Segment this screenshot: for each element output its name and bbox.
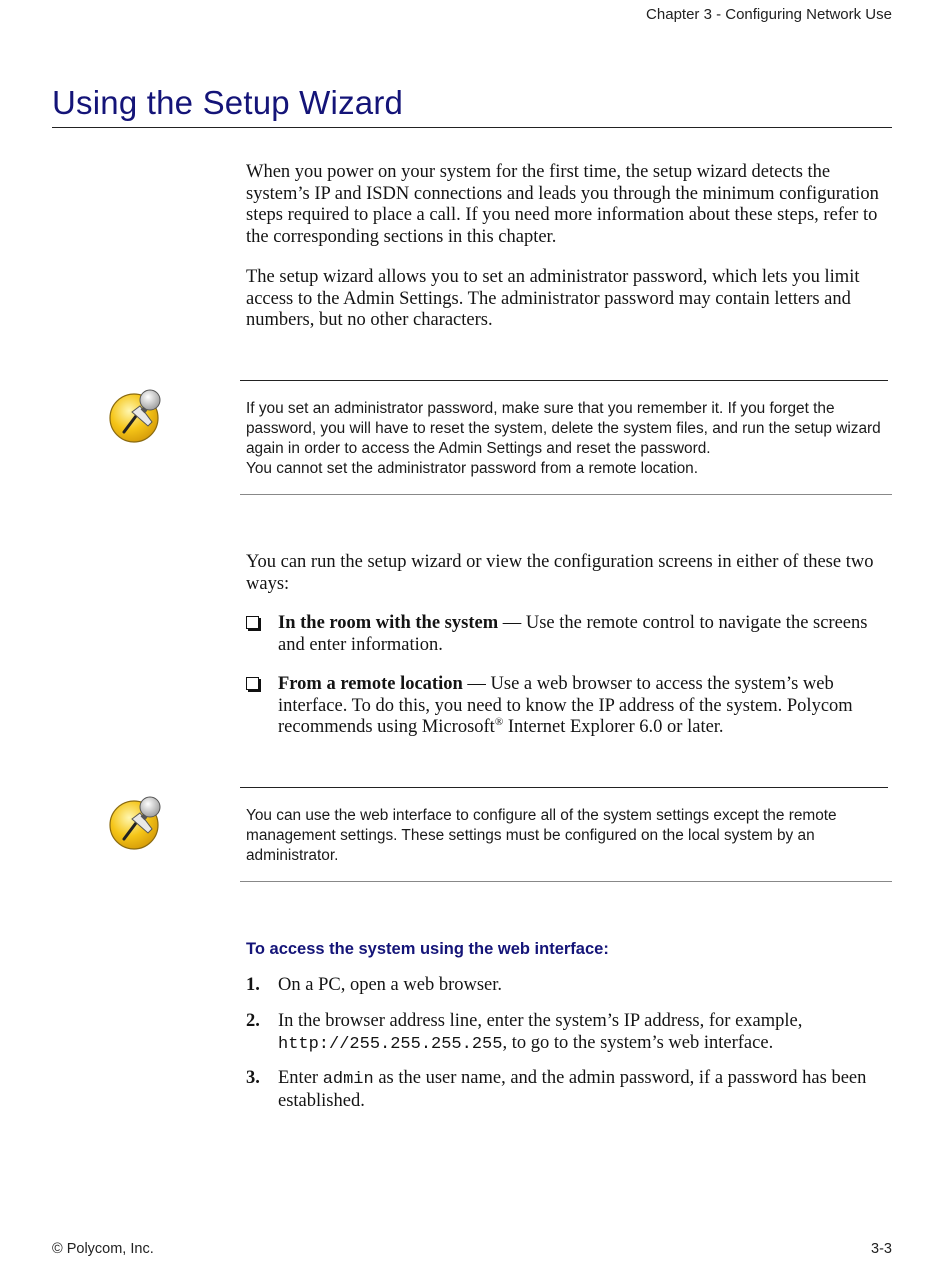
procedure-step [246,975,886,997]
procedure-heading: To access the system using the web interface: [246,940,609,958]
list-item-text-end: Internet Explorer 6.0 or later. [503,717,724,737]
step-number: 1. [246,975,260,995]
example-url-code: http://255.255.255.255 [278,1034,503,1054]
step-text: Enter [278,1068,323,1088]
list-item-bold: From a remote location [278,674,463,694]
list-item [246,613,896,656]
list-item-text: — Use a web browser to access the system’s web interface. To do this, you need to know the IP address of the system. Polycom recommends using Microsoft [278,674,853,737]
step-text-end: as the user name, and the admin password, if a password has been established. [278,1068,867,1111]
step-number: 3. [246,1068,260,1088]
list-item [246,674,896,739]
procedure-step [246,1011,886,1055]
note-top-rule [240,380,888,381]
intro-paragraph-2: The setup wizard allows you to set an administrator password, which lets you limit access to the Admin Settings. The administrator password may contain letters and numbers, but no other characters. [246,267,860,330]
pushpin-note-icon [106,789,170,853]
pushpin-note-icon [106,382,170,446]
list-item-bold: In the room with the system [278,613,499,633]
list-item-text: — Use the remote control to navigate the screens and enter information. [278,613,868,655]
note-top-rule [240,787,888,788]
step-number: 2. [246,1011,260,1031]
step-text-end: , to go to the system’s web interface. [502,1032,774,1053]
checkbox-bullet-icon [246,677,259,690]
note-1 [246,399,896,479]
username-code: admin [322,1070,374,1089]
checkbox-bullet-icon [246,616,259,629]
page-number: 3-3 [871,1241,892,1257]
footer-copyright: © Polycom, Inc. [52,1241,154,1257]
registered-mark: ® [494,715,504,728]
intro-paragraph-1: When you power on your system for the first time, the setup wizard detects the system’s IP and ISDN connections and leads you through the minimum configuration steps required to place a call. If you need more information about these steps, refer to the corresponding sections in this chapter. [246,162,879,247]
note-bottom-rule [240,494,892,495]
ways-intro: You can run the setup wizard or view the configuration screens in either of these two ways: [246,552,874,594]
note-2: You can use the web interface to configure all of the system settings except the remote management settings. These settings must be configured on the local system by an administrator. [246,807,837,864]
note-1-line-2: You cannot set the administrator password from a remote location. [246,460,698,477]
note-1-line-1: If you set an administrator password, make sure that you remember it. If you forget the password, you will have to reset the system, delete the system files, and run the setup wizard again in order to access the Admin Settings and reset the password. [246,400,881,457]
procedure-step [246,1068,886,1112]
note-bottom-rule [240,881,892,882]
step-text: On a PC, open a web browser. [278,975,503,995]
running-head: Chapter 3 - Configuring Network Use [646,6,892,23]
step-text: In the browser address line, enter the system’s IP address, for example, [278,1011,803,1031]
page-title: Using the Setup Wizard [52,84,892,128]
